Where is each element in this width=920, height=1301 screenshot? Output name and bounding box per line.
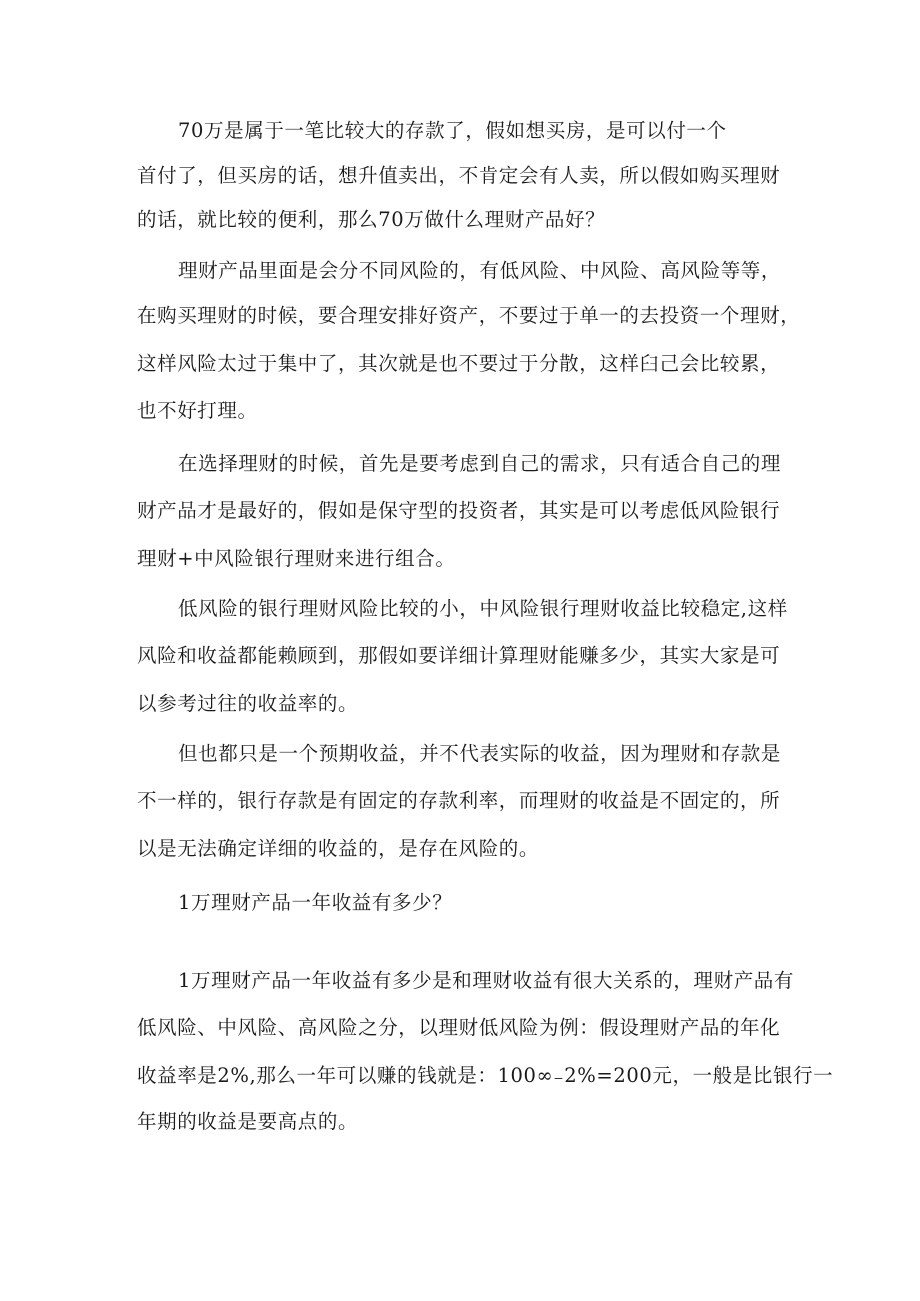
text-line: 不一样的，银行存款是有固定的存款利率，而理财的收益是不固定的，所 [137,789,781,812]
text-line: 以是无法确定详细的收益的，是存在风险的。 [137,837,540,860]
text-line: 收益率是2%,那么一年可以赚的钱就是：100∞₋2%=200元，一般是比银行一 [137,1064,834,1087]
text-line: 理财产品里面是会分不同风险的，有低风险、中风险、高风险等等， [178,259,782,282]
text-line: 年期的收益是要高点的。 [137,1110,359,1133]
text-line: 70万是属于一笔比较大的存款了，假如想买房，是可以付一个 [178,119,727,142]
text-line: 1万理财产品一年收益有多少是和理财收益有很大关系的，理财产品有 [178,969,795,992]
text-line: 风险和收益都能赖顾到，那假如要详细计算理财能赚多少，其实大家是可 [137,644,781,667]
text-line: 也不好打理。 [137,399,258,422]
text-line: 理财+中风险银行理财来进行组合。 [137,547,456,570]
text-line: 以参考过往的收益率的。 [137,692,359,715]
text-line: 首付了，但买房的话，想升值卖出，不肯定会有人卖，所以假如购买理财 [137,164,781,187]
text-line: 低风险的银行理财风险比较的小，中风险银行理财收益比较稳定,这样 [178,597,788,620]
text-line: 在选择理财的时候，首先是要考虑到自己的需求，只有适合自己的理 [178,452,782,475]
text-line: 但也都只是一个预期收益，并不代表实际的收益，因为理财和存款是 [178,742,782,765]
text-line: 在购买理财的时候，要合理安排好资产，不要过于单一的去投资一个理财， [137,304,801,327]
text-line: 财产品才是最好的，假如是保守型的投资者，其实是可以考虑低风险银行 [137,499,781,522]
text-line: 低风险、中风险、高风险之分，以理财低风险为例：假设理财产品的年化 [137,1016,781,1039]
section-heading: 1万理财产品一年收益有多少？ [178,891,453,914]
text-line: 的话，就比较的便利，那么70万做什么理财产品好？ [137,208,606,231]
text-line: 这样风险太过于集中了，其次就是也不要过于分散，这样臼己会比较累， [137,352,781,375]
